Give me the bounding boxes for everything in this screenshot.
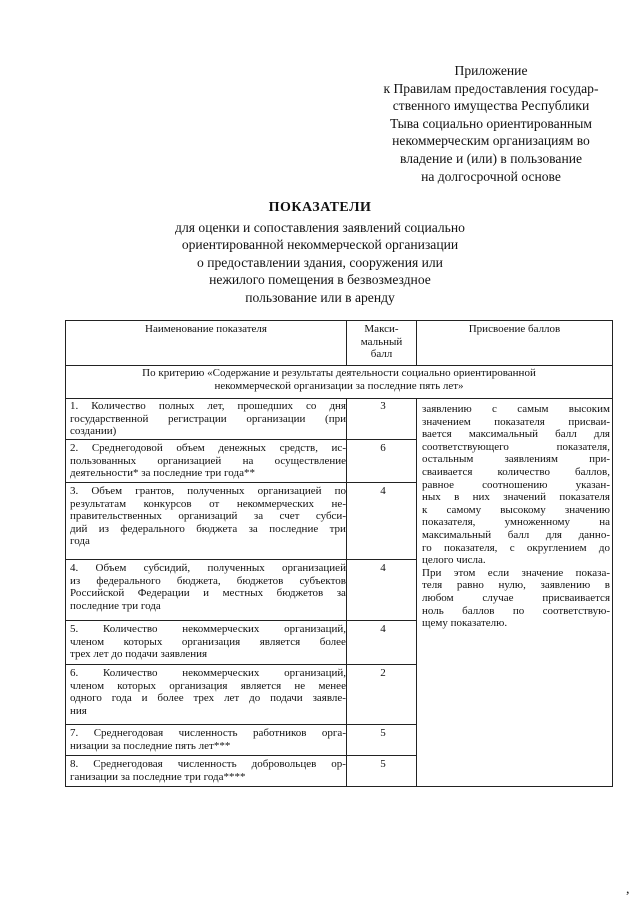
assignment-line: остальным заявлениям при- <box>422 453 610 466</box>
assignment-line: любом случае присваивается <box>422 591 610 604</box>
indicator-line: 1. Количество полных лет, прошедших со дня <box>70 400 346 412</box>
indicator-name <box>70 562 346 612</box>
table-divider <box>66 398 612 399</box>
indicator-line: результатам конкурсов от некоммерческих не- <box>70 497 346 510</box>
criterion-line: некоммерческой организации за последние пять лет» <box>214 379 464 392</box>
indicator-name <box>70 667 346 717</box>
table-divider <box>66 365 612 366</box>
table-divider <box>66 439 417 440</box>
indicator-score: 3 <box>380 400 386 412</box>
indicator-score: 5 <box>380 758 386 770</box>
indicator-line: из федерального бюджета, бюджетов субъектов <box>70 574 346 587</box>
indicator-line: ганизации за последние три года**** <box>70 770 246 783</box>
assignment-line: щему показателю. <box>422 617 508 630</box>
assignment-line: соответствующего показателя, <box>422 440 610 453</box>
indicator-line: низации за последние пять лет*** <box>70 739 231 752</box>
indicator-name <box>70 442 346 480</box>
indicator-line: создании) <box>70 425 117 438</box>
assignment-line: ных в них значений показателя <box>422 491 610 504</box>
appendix-line: к Правилам предоставления государ- <box>383 80 599 96</box>
assignment-line: максимальный балл для данно- <box>422 528 610 541</box>
indicator-line: 3. Объем грантов, полученных организацией по <box>70 485 346 497</box>
indicator-score: 5 <box>380 727 386 739</box>
indicator-line: 2. Среднегодовой объем денежных средств, ис- <box>70 442 346 454</box>
criterion-row <box>66 367 612 392</box>
appendix-heading <box>350 62 632 185</box>
header-max-score-line: балл <box>370 348 393 361</box>
indicator-score: 2 <box>380 667 386 679</box>
subtitle-line: о предоставлении здания, сооружения или <box>197 254 443 270</box>
indicator-score: 4 <box>380 485 386 497</box>
indicator-line: дий из федерального бюджета за последние три <box>70 522 346 535</box>
corner-mark: , <box>626 882 630 897</box>
subtitle-line: нежилого помещения в безвозмездное <box>209 272 431 288</box>
appendix-line: Приложение <box>454 63 528 78</box>
indicator-line: Российской Федерации и местных бюджетов за <box>70 587 346 600</box>
assignment-line: При этом если значение показа- <box>422 566 610 579</box>
table-divider <box>66 724 417 725</box>
indicator-line: пользованных организацией на осуществление <box>70 454 346 467</box>
criterion-line: По критерию «Содержание и результаты деятельности социально ориентированной <box>142 367 536 379</box>
assignment-line: теля равно нулю, заявлению в <box>422 579 610 592</box>
indicator-name <box>70 623 346 661</box>
indicator-line: деятельности* за последние три года** <box>70 467 255 480</box>
indicator-line: одного года и более трех лет до подачи заявле- <box>70 692 346 705</box>
indicator-name <box>70 727 346 752</box>
indicator-line: 7. Среднегодовая численность работников орга- <box>70 727 346 739</box>
subtitle-line: пользование или в аренду <box>245 289 395 305</box>
indicator-line: членом которых организация является не менее <box>70 679 346 692</box>
header-max-score-line: Макси- <box>364 323 399 335</box>
subtitle-line: для оценки и сопоставления заявлений социально <box>175 220 465 235</box>
header-max-score-line: мальный <box>360 335 403 348</box>
document-title: ПОКАЗАТЕЛИ <box>268 200 372 215</box>
table-divider <box>66 755 417 756</box>
indicator-line: 6. Количество некоммерческих организаций, <box>70 667 346 679</box>
appendix-line: на долгосрочной основе <box>421 168 561 184</box>
appendix-line: ственного имущества Республики <box>392 98 590 114</box>
table-divider <box>66 620 417 621</box>
appendix-line: Тыва социально ориентированным <box>390 115 592 131</box>
assignment-line: заявлению с самым высоким <box>422 403 610 415</box>
subtitle-line: ориентированной некоммерческой организации <box>181 237 459 253</box>
indicator-line: государственной регистрации организации (при <box>70 412 346 425</box>
indicator-line: 4. Объем субсидий, полученных организацией <box>70 562 346 574</box>
header-name: Наименование показателя <box>145 323 267 335</box>
appendix-line: владение и (или) в пользование <box>399 150 583 166</box>
assignment-line: к самому высокому значению <box>422 503 610 516</box>
header-max-score <box>347 323 416 361</box>
indicator-score: 6 <box>380 442 386 454</box>
indicator-line: трех лет до подачи заявления <box>70 648 208 661</box>
indicator-name <box>70 758 346 783</box>
indicator-score: 4 <box>380 623 386 635</box>
assignment-line: сваивается количество баллов, <box>422 465 610 478</box>
document-subtitle <box>130 219 510 306</box>
indicator-name <box>70 485 346 548</box>
indicator-line: 8. Среднегодовая численность добровольцев ор- <box>70 758 346 770</box>
table-divider <box>66 559 417 560</box>
indicator-name <box>70 400 346 438</box>
table-divider <box>66 664 417 665</box>
appendix-line: некоммерческим организациям во <box>392 133 590 149</box>
assignment-line: го показателя, с округлением до <box>422 541 610 554</box>
indicator-line: ния <box>70 704 87 717</box>
assignment-line: вается максимальный балл для <box>422 428 610 441</box>
table-divider <box>346 398 347 786</box>
assignment-line: ноль баллов по соответствую- <box>422 604 610 617</box>
assignment-line: показателя, умноженному на <box>422 516 610 529</box>
indicator-line: 5. Количество некоммерческих организаций, <box>70 623 346 635</box>
indicator-line: правительственных организаций за счет субси- <box>70 510 346 523</box>
header-assignment: Присвоение баллов <box>468 323 561 335</box>
table-divider <box>66 482 417 483</box>
indicators-table <box>65 320 613 787</box>
indicator-score: 4 <box>380 562 386 574</box>
assignment-line: равное соотношению указан- <box>422 478 610 491</box>
indicator-line: последние три года <box>70 599 161 612</box>
indicator-line: года <box>70 535 90 548</box>
indicator-line: членом которых организация является более <box>70 635 346 648</box>
assignment-line: значением показателя присваи- <box>422 415 610 428</box>
assignment-line: целого числа. <box>422 554 486 567</box>
assignment-text <box>422 403 610 630</box>
